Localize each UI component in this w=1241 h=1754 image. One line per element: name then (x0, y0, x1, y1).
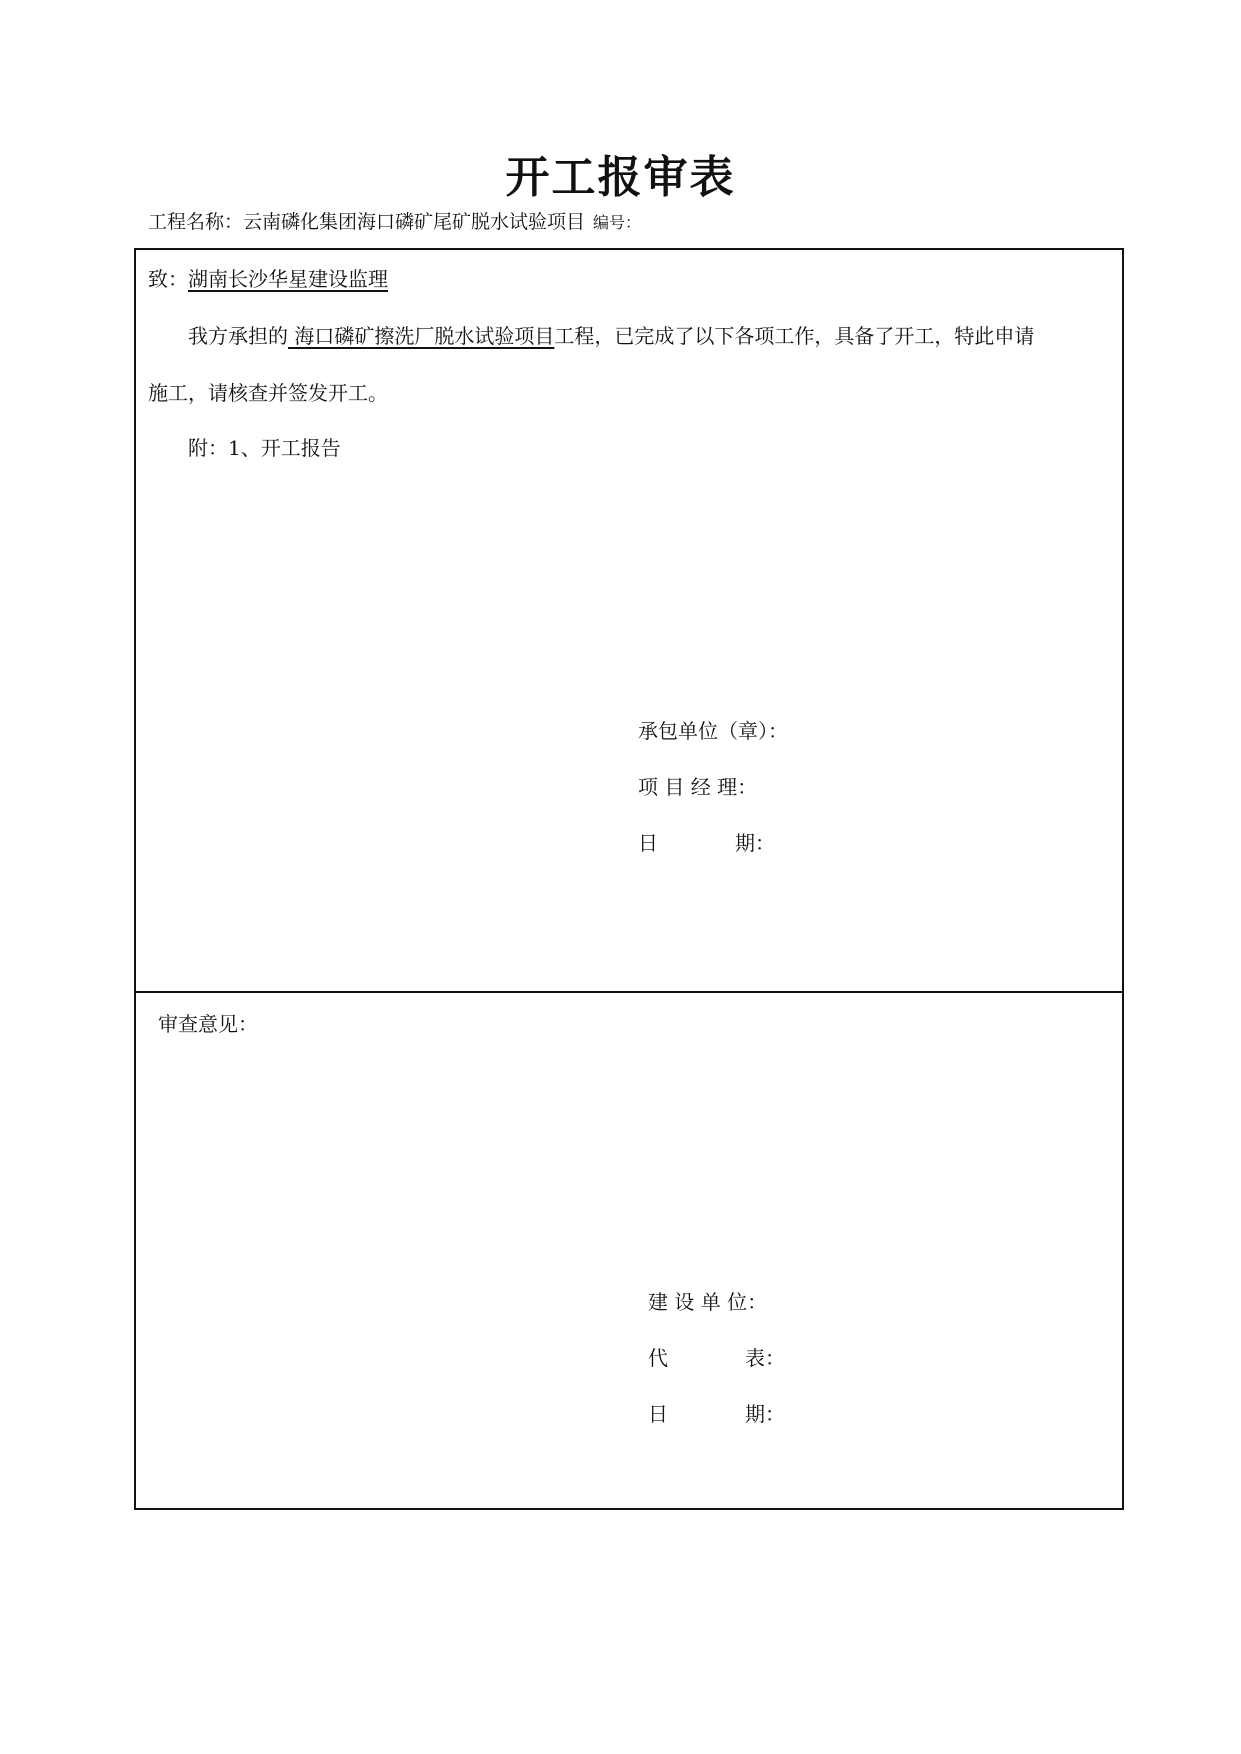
date-label-b: 期： (735, 831, 775, 855)
rep-label-a: 代 (648, 1346, 668, 1370)
to-label: 致： (148, 267, 188, 291)
review-date-label-a: 日 (648, 1402, 668, 1426)
review-date-label-b: 期： (745, 1402, 785, 1426)
project-header (148, 208, 641, 237)
project-label: 工程名称： (148, 211, 244, 233)
para-prefix: 我方承担的 (188, 324, 288, 348)
para-project: 海口磷矿擦洗厂脱水试验项目 (288, 324, 555, 348)
rep-label-b: 表： (745, 1346, 785, 1370)
application-paragraph-line1 (188, 321, 1034, 351)
owner-label: 建 设 单 位： (648, 1290, 768, 1314)
page-title: 开工报审表 (505, 152, 736, 203)
manager-label: 项 目 经 理： (638, 775, 758, 799)
number-label: 编号： (593, 213, 642, 232)
attachment-line: 附：1、开工报告 (188, 436, 341, 460)
opinion-label: 审查意见： (158, 1012, 258, 1036)
contractor-label: 承包单位（章）： (638, 719, 788, 743)
to-value: 湖南长沙华星建设监理 (188, 267, 388, 291)
approval-form-table (134, 248, 1124, 1510)
para-suffix: 工程，已完成了以下各项工作，具备了开工，特此申请 (554, 324, 1035, 348)
application-paragraph-line2: 施工，请核查并签发开工。 (148, 381, 388, 405)
section-divider (136, 991, 1122, 993)
addressee-line (148, 264, 388, 294)
project-name: 云南磷化集团海口磷矿尾矿脱水试验项目 (243, 211, 586, 233)
date-label-a: 日 (638, 831, 658, 855)
